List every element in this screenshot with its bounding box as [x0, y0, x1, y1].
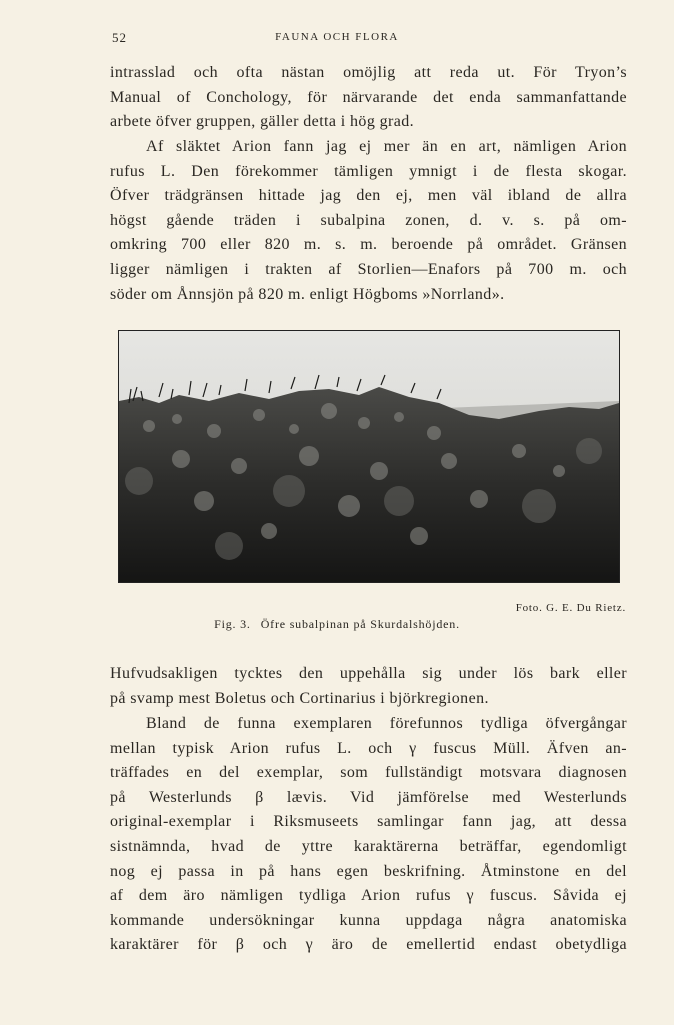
- page-header: [0, 30, 674, 48]
- bottom-paragraph-2: [110, 712, 627, 958]
- top-paragraph-1: [110, 61, 627, 135]
- page-number: 52: [112, 30, 127, 45]
- text-line: på svamp mest Boletus och Cortinarius i björkregionen.: [110, 689, 489, 707]
- text-line: Manual of Conchology, för närvarande det enda sammanfattande: [110, 88, 627, 106]
- text-line: original-exemplar i Riksmuseets samlingar fann jag, att dessa: [110, 813, 627, 831]
- text-line: omkring 700 eller 820 m. s. m. beroende på området. Gränsen: [110, 236, 627, 254]
- text-line: ligger nämligen i trakten af Storlien—Enafors på 700 m. och: [110, 260, 627, 278]
- text-line: Öfver trädgränsen hittade jag den ej, men väl ibland de allra: [110, 187, 627, 205]
- figure-caption-text: Öfre subalpinan på Skurdalshöjden.: [260, 617, 460, 631]
- text-line: sistnämnda, hvad de yttre karaktärerna beträffar, egendomligt: [110, 837, 627, 855]
- text-line: träffades en del exemplar, som fullständigt motsvara diagnosen: [110, 764, 627, 782]
- text-line: intrasslad och ofta nästan omöjlig att reda ut. För Tryon’s: [110, 64, 627, 81]
- text-line: arbete öfver gruppen, gäller detta i hög grad.: [110, 113, 415, 131]
- text-line: Hufvudsakligen tycktes den uppehålla sig under lös bark eller: [110, 665, 627, 682]
- running-head: FAUNA OCH FLORA: [275, 31, 399, 43]
- text-line: nog ej passa in på hans egen beskrifning. Åtminstone en del: [110, 862, 627, 880]
- text-line: på Westerlunds β lævis. Vid jämförelse med Westerlunds: [110, 788, 627, 806]
- bottom-paragraph-1: [110, 662, 627, 711]
- text-line: mellan typisk Arion rufus L. och γ fuscus Müll. Äfven an-: [110, 739, 627, 757]
- text-line: Af släktet Arion fann jag ej mer än en art, nämligen Arion: [146, 138, 627, 155]
- text-line: kommande undersökningar kunna uppdaga några anatomiska: [110, 911, 627, 929]
- top-paragraph-2: [110, 135, 627, 307]
- landscape-photo: [118, 330, 620, 583]
- text-line: rufus L. Den förekommer tämligen ymnigt i de flesta skogar.: [110, 162, 627, 180]
- text-line: söder om Ånnsjön på 820 m. enligt Högboms »Norrland».: [110, 285, 505, 303]
- text-line: karaktärer för β och γ äro de emellertid endast obetydliga: [110, 936, 627, 954]
- subalpine-shrubland-photo: [119, 331, 619, 582]
- text-line: högst gående träden i subalpina zonen, d. v. s. på om-: [110, 211, 627, 229]
- text-line: Bland de funna exemplaren förefunnos tydliga öfvergångar: [146, 715, 627, 732]
- figure-caption: [0, 617, 674, 632]
- text-line: af dem äro nämligen tydliga Arion rufus γ fuscus. Såvida ej: [110, 887, 627, 905]
- figure-label: Fig. 3.: [214, 617, 251, 631]
- photo-credit: Foto. G. E. Du Rietz.: [515, 602, 626, 614]
